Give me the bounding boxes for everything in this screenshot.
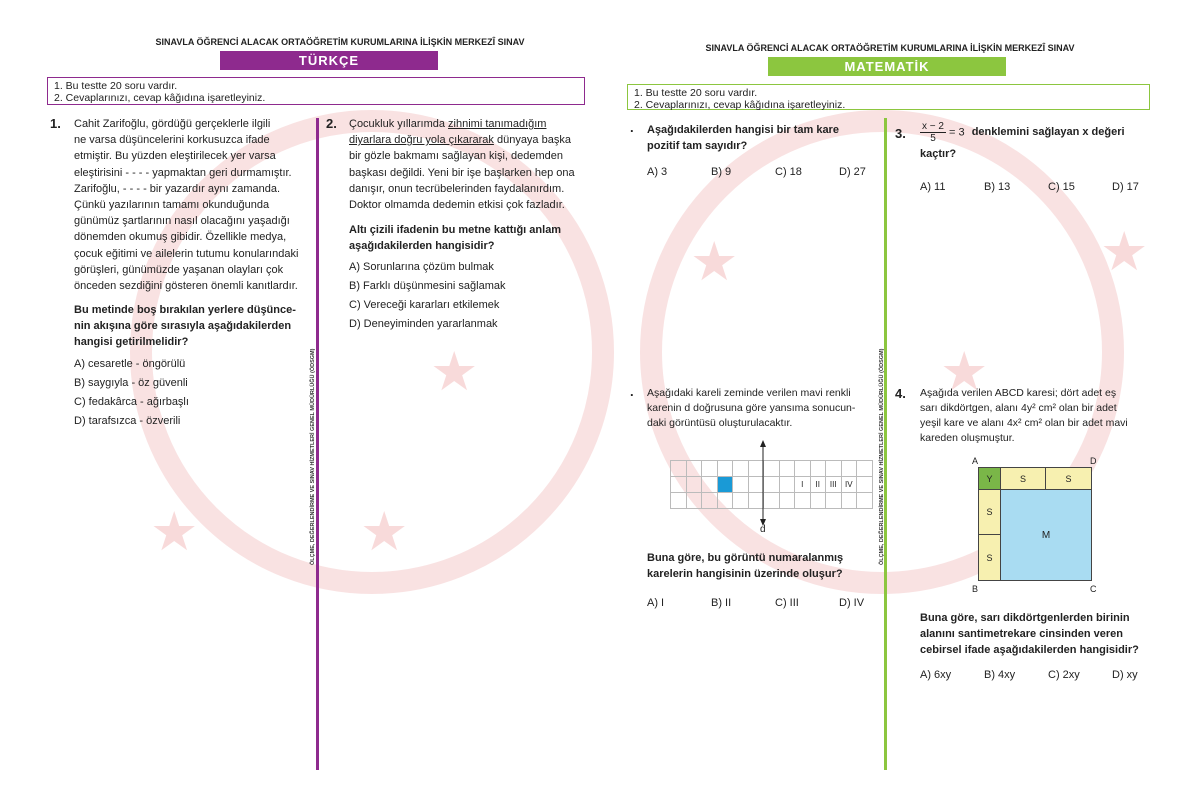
equation-rhs: = 3	[949, 126, 965, 139]
question-number: .	[630, 384, 634, 399]
passage-line: Çünkü yazılarının tamamı okunduğunda	[74, 199, 270, 212]
passage-line: dönemden okumuş gibidir. Özellikle medya,	[74, 231, 287, 244]
question-number: .	[630, 120, 634, 135]
passage-line: çocuk eğitimi ve ailelerin tutumu konularındaki	[74, 247, 299, 260]
subject-title-turkce: TÜRKÇE	[220, 51, 438, 70]
question-1-prompt	[74, 302, 314, 351]
prompt-line: aşağıdakilerden hangisidir?	[349, 240, 495, 253]
passage-line: ne varsa düşüncelerini korkusuzca ifade	[74, 134, 270, 147]
prompt-line: alanını santimetrekare cinsinden veren	[920, 628, 1123, 641]
question-number: 3.	[895, 126, 906, 141]
passage-line: önceden sezdiğini gösteren önemli kanıtlardır.	[74, 280, 298, 293]
option-d[interactable]: D) tarafsızca - özverili	[74, 415, 181, 427]
abcd-square	[978, 467, 1092, 581]
watermark-star-icon: ★	[690, 232, 739, 292]
watermark-star-icon: ★	[1100, 222, 1149, 282]
grid-label-iv: IV	[841, 477, 857, 493]
option-a[interactable]: A) cesaretle - öngörülü	[74, 358, 186, 370]
question-1-passage	[74, 116, 314, 294]
yellow-rectangle: S	[1001, 468, 1046, 490]
watermark-star-icon: ★	[150, 502, 199, 562]
question-2-prompt-math	[647, 550, 879, 582]
line-d	[755, 440, 771, 530]
prompt-line: Altı çizili ifadenin bu metne kattığı anlam	[349, 224, 562, 236]
corner-label-d: D	[1090, 456, 1097, 466]
option-c[interactable]: C) fedakârca - ağırbaşlı	[74, 396, 189, 408]
prompt-line: nin akışına göre sırasıyla aşağıdakilerden	[74, 320, 292, 333]
question-2-passage	[349, 116, 594, 213]
yellow-rectangle: S	[979, 535, 1001, 580]
passage-line: karenin d doğrusuna göre yansıma sonucun-	[647, 402, 856, 414]
prompt-line: denklemini sağlayan x değeri	[971, 126, 1125, 139]
option-d[interactable]: D) IV	[839, 597, 865, 609]
passage-line: Cahit Zarifoğlu, gördüğü gerçeklerle ilgili	[74, 118, 271, 130]
passage-text: dünyaya başka	[493, 134, 571, 147]
question-2-options	[349, 258, 594, 334]
grid-label-iii: III	[826, 477, 842, 493]
yellow-rectangle: S	[979, 490, 1001, 535]
option-c[interactable]: C) 2xy	[1048, 669, 1080, 681]
corner-label-c: C	[1090, 584, 1097, 594]
passage-line: etmiştir. Bu yüzden eleştirilecek yer varsa	[74, 150, 276, 163]
prompt-line: Aşağıdakilerden hangisi bir tam kare	[647, 124, 839, 136]
instructions-box-left	[47, 77, 585, 105]
question-1-options-math	[647, 166, 877, 178]
passage-line: Zarifoğlu, - - - - bir yazardır aynı zamanda.	[74, 182, 281, 195]
corner-label-a: A	[972, 456, 979, 466]
question-2-options-math	[647, 597, 879, 609]
line-d-label: d	[760, 524, 766, 535]
prompt-line: Buna göre, bu görüntü numaralanmış	[647, 552, 844, 564]
instruction-line: 1. Bu testte 20 soru vardır.	[634, 87, 758, 99]
question-4-prompt	[920, 610, 1160, 659]
question-3-options	[920, 181, 1160, 193]
question-number: 2.	[326, 116, 337, 131]
reflection-grid	[670, 460, 873, 509]
option-b[interactable]: B) II	[711, 597, 732, 609]
watermark-star-icon: ★	[430, 342, 479, 402]
passage-line: görüşleri, günümüzde yaşanan olayları çok	[74, 263, 284, 276]
prompt-line: kaçtır?	[920, 148, 957, 160]
passage-line: günümüz şartlarının nasıl olacağını yaşadığı	[74, 215, 290, 228]
underlined-phrase: zihnimi tanımadığım	[448, 118, 547, 130]
side-caption-right: ÖLÇME, DEĞERLENDİRME VE SINAV HİZMETLERİ GENEL MÜDÜRLÜĞÜ (ÖDSGM)	[879, 348, 885, 565]
option-c[interactable]: C) 15	[1048, 181, 1075, 193]
question-1-options	[74, 355, 314, 431]
instruction-line: 2. Cevaplarınızı, cevap kâğıdına işaretleyiniz.	[634, 99, 846, 111]
option-a[interactable]: A) Sorunlarına çözüm bulmak	[349, 261, 494, 273]
option-a[interactable]: A) I	[647, 597, 665, 609]
exam-header-right: SINAVLA ÖĞRENCİ ALACAK ORTAÖĞRETİM KURUMLARINA İLİŞKİN MERKEZÎ SINAV	[705, 43, 1075, 53]
watermark-star-icon: ★	[360, 502, 409, 562]
option-b[interactable]: B) 4xy	[984, 669, 1016, 681]
passage-line: Aşağıdaki kareli zeminde verilen mavi renkli	[647, 387, 851, 399]
option-d[interactable]: D) 27	[839, 166, 866, 178]
passage-line: sarı dikdörtgen, alanı 4y² cm² olan bir adet	[920, 402, 1117, 414]
instruction-line: 1. Bu testte 20 soru vardır.	[54, 80, 178, 92]
option-c[interactable]: C) Vereceği kararları etkilemek	[349, 299, 500, 311]
question-number: 1.	[50, 116, 61, 131]
option-b[interactable]: B) 13	[984, 181, 1011, 193]
question-3-prompt	[920, 121, 1160, 162]
question-4-passage	[920, 386, 1160, 446]
passage-line	[349, 116, 594, 132]
option-d[interactable]: D) 17	[1112, 181, 1139, 193]
option-b[interactable]: B) Farklı düşünmesini sağlamak	[349, 280, 506, 292]
corner-label-b: B	[972, 584, 979, 594]
option-a[interactable]: A) 11	[920, 181, 946, 193]
passage-line: başkası değildi. Yeni bir işe başlarken hep ona	[349, 166, 575, 179]
yellow-rectangle: S	[1046, 468, 1091, 490]
option-b[interactable]: B) 9	[711, 166, 732, 178]
option-b[interactable]: B) saygıyla - öz güvenli	[74, 377, 188, 389]
passage-text: Çocukluk yıllarımda	[349, 118, 449, 130]
question-2-passage-math	[647, 386, 879, 431]
option-c[interactable]: C) III	[775, 597, 799, 609]
instructions-box-right	[627, 84, 1150, 110]
option-a[interactable]: A) 6xy	[920, 669, 952, 681]
passage-line: danışır, onun tecrübelerinden faydalanırdım.	[349, 182, 565, 195]
blue-square-m: M	[1001, 490, 1091, 580]
question-2-prompt	[349, 222, 594, 254]
passage-line: bir gözle bakmamı sağlayan kişi, dedemden	[349, 150, 564, 163]
option-d[interactable]: D) Deneyiminden yararlanmak	[349, 318, 498, 330]
side-caption-left: ÖLÇME, DEĞERLENDİRME VE SINAV HİZMETLERİ GENEL MÜDÜRLÜĞÜ (ÖDSGM)	[310, 348, 316, 565]
fraction	[920, 121, 946, 144]
prompt-line: karelerin hangisinin üzerinde oluşur?	[647, 568, 843, 581]
prompt-line: pozitif tam sayıdır?	[647, 140, 748, 153]
passage-line: kareden oluşmuştur.	[920, 432, 1015, 444]
passage-line	[349, 132, 594, 148]
option-d[interactable]: D) xy	[1112, 669, 1138, 681]
passage-line: daki görüntüsü oluşturulacaktır.	[647, 417, 793, 429]
prompt-line: cebirsel ifade aşağıdakilerden hangisidir?	[920, 644, 1139, 657]
question-number: 4.	[895, 386, 906, 401]
passage-line: Aşağıda verilen ABCD karesi; dört adet eş	[920, 387, 1117, 399]
passage-line: Doktor olmamda dedemin etkisi çok fazladır.	[349, 199, 565, 212]
underlined-phrase: diyarlara doğru yola çıkararak	[349, 134, 494, 147]
prompt-line: Bu metinde boş bırakılan yerlere düşünce-	[74, 304, 296, 316]
subject-title-matematik: MATEMATİK	[768, 57, 1006, 76]
grid-label-i: I	[795, 477, 811, 493]
fraction-numerator: x − 2	[922, 121, 944, 132]
grid-label-ii: II	[810, 477, 826, 493]
option-a[interactable]: A) 3	[647, 166, 668, 178]
green-square: Y	[979, 468, 1001, 490]
column-divider-left	[316, 118, 319, 770]
passage-line: eleştirisini - - - - yapmaktan geri durmamıştır.	[74, 166, 292, 179]
prompt-line: Buna göre, sarı dikdörtgenlerden birinin	[920, 612, 1130, 624]
prompt-line: hangisi getirilmelidir?	[74, 336, 189, 349]
blue-square	[717, 477, 733, 493]
fraction-denominator: 5	[930, 133, 936, 144]
watermark-star-icon: ★	[940, 342, 989, 402]
instruction-line: 2. Cevaplarınızı, cevap kâğıdına işaretleyiniz.	[54, 92, 266, 104]
passage-line: yeşil kare ve alanı 4x² cm² olan bir adet mavi	[920, 417, 1128, 429]
question-1-prompt-math	[647, 122, 877, 154]
option-c[interactable]: C) 18	[775, 166, 802, 178]
exam-header-left: SINAVLA ÖĞRENCİ ALACAK ORTAÖĞRETİM KURUMLARINA İLİŞKİN MERKEZÎ SINAV	[155, 37, 525, 47]
question-4-options	[920, 669, 1160, 681]
